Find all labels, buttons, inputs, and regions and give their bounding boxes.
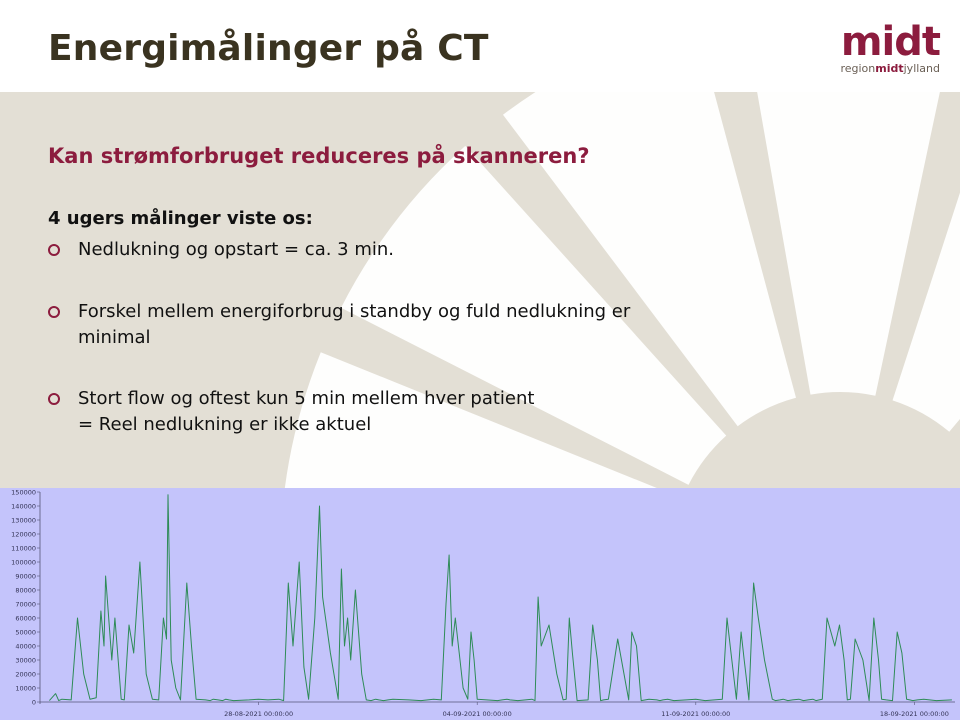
bullet-item-3	[48, 386, 748, 438]
slide-header	[0, 0, 960, 92]
y-tick-label: 80000	[15, 586, 36, 595]
y-tick-label: 20000	[15, 670, 36, 679]
bullet-ring-icon	[48, 244, 60, 256]
bullet-text: Forskel mellem energiforbrug i standby og fuld nedlukning er minimal	[78, 301, 631, 348]
bullet-text: Stort flow og oftest kun 5 min mellem hver patient = Reel nedlukning er ikke aktuel	[78, 388, 535, 435]
energy-chart	[0, 488, 960, 720]
y-tick-label: 0	[31, 698, 36, 707]
logo-sub-jylland: jylland	[903, 62, 940, 75]
bullet-item-1	[48, 237, 748, 263]
x-tick-label: 28-08-2021 00:00:00	[224, 710, 294, 718]
bullet-item-2	[48, 299, 748, 351]
slide-title: Energimålinger på CT	[48, 28, 489, 69]
y-tick-label: 40000	[15, 642, 36, 651]
y-tick-label: 150000	[11, 488, 36, 497]
y-tick-label: 50000	[15, 628, 36, 637]
logo-subtitle	[840, 62, 940, 75]
logo-sub-midt: midt	[875, 62, 904, 75]
bullet-ring-icon	[48, 306, 60, 318]
logo-sub-region: region	[840, 62, 876, 75]
slide-subtitle: Kan strømforbruget reduceres på skanneren?	[48, 144, 590, 168]
lead-text: 4 ugers målinger viste os:	[48, 208, 313, 229]
series-line-1	[49, 495, 952, 701]
y-tick-label: 140000	[11, 502, 36, 511]
bullet-ring-icon	[48, 393, 60, 405]
y-tick-label: 120000	[11, 530, 36, 539]
y-tick-label: 90000	[15, 572, 36, 581]
x-tick-label: 04-09-2021 00:00:00	[442, 710, 512, 718]
energy-chart-svg	[0, 488, 960, 720]
y-tick-label: 110000	[11, 544, 36, 553]
x-tick-label: 11-09-2021 00:00:00	[661, 710, 731, 718]
y-tick-label: 130000	[11, 516, 36, 525]
y-tick-label: 100000	[11, 558, 36, 567]
y-tick-label: 10000	[15, 684, 36, 693]
bullet-text: Nedlukning og opstart = ca. 3 min.	[78, 239, 395, 260]
y-tick-label: 30000	[15, 656, 36, 665]
y-tick-label: 70000	[15, 600, 36, 609]
logo-wordmark: midt	[840, 19, 940, 65]
y-tick-label: 60000	[15, 614, 36, 623]
region-midtjylland-logo	[826, 20, 944, 80]
x-tick-label: 18-09-2021 00:00:00	[879, 710, 949, 718]
